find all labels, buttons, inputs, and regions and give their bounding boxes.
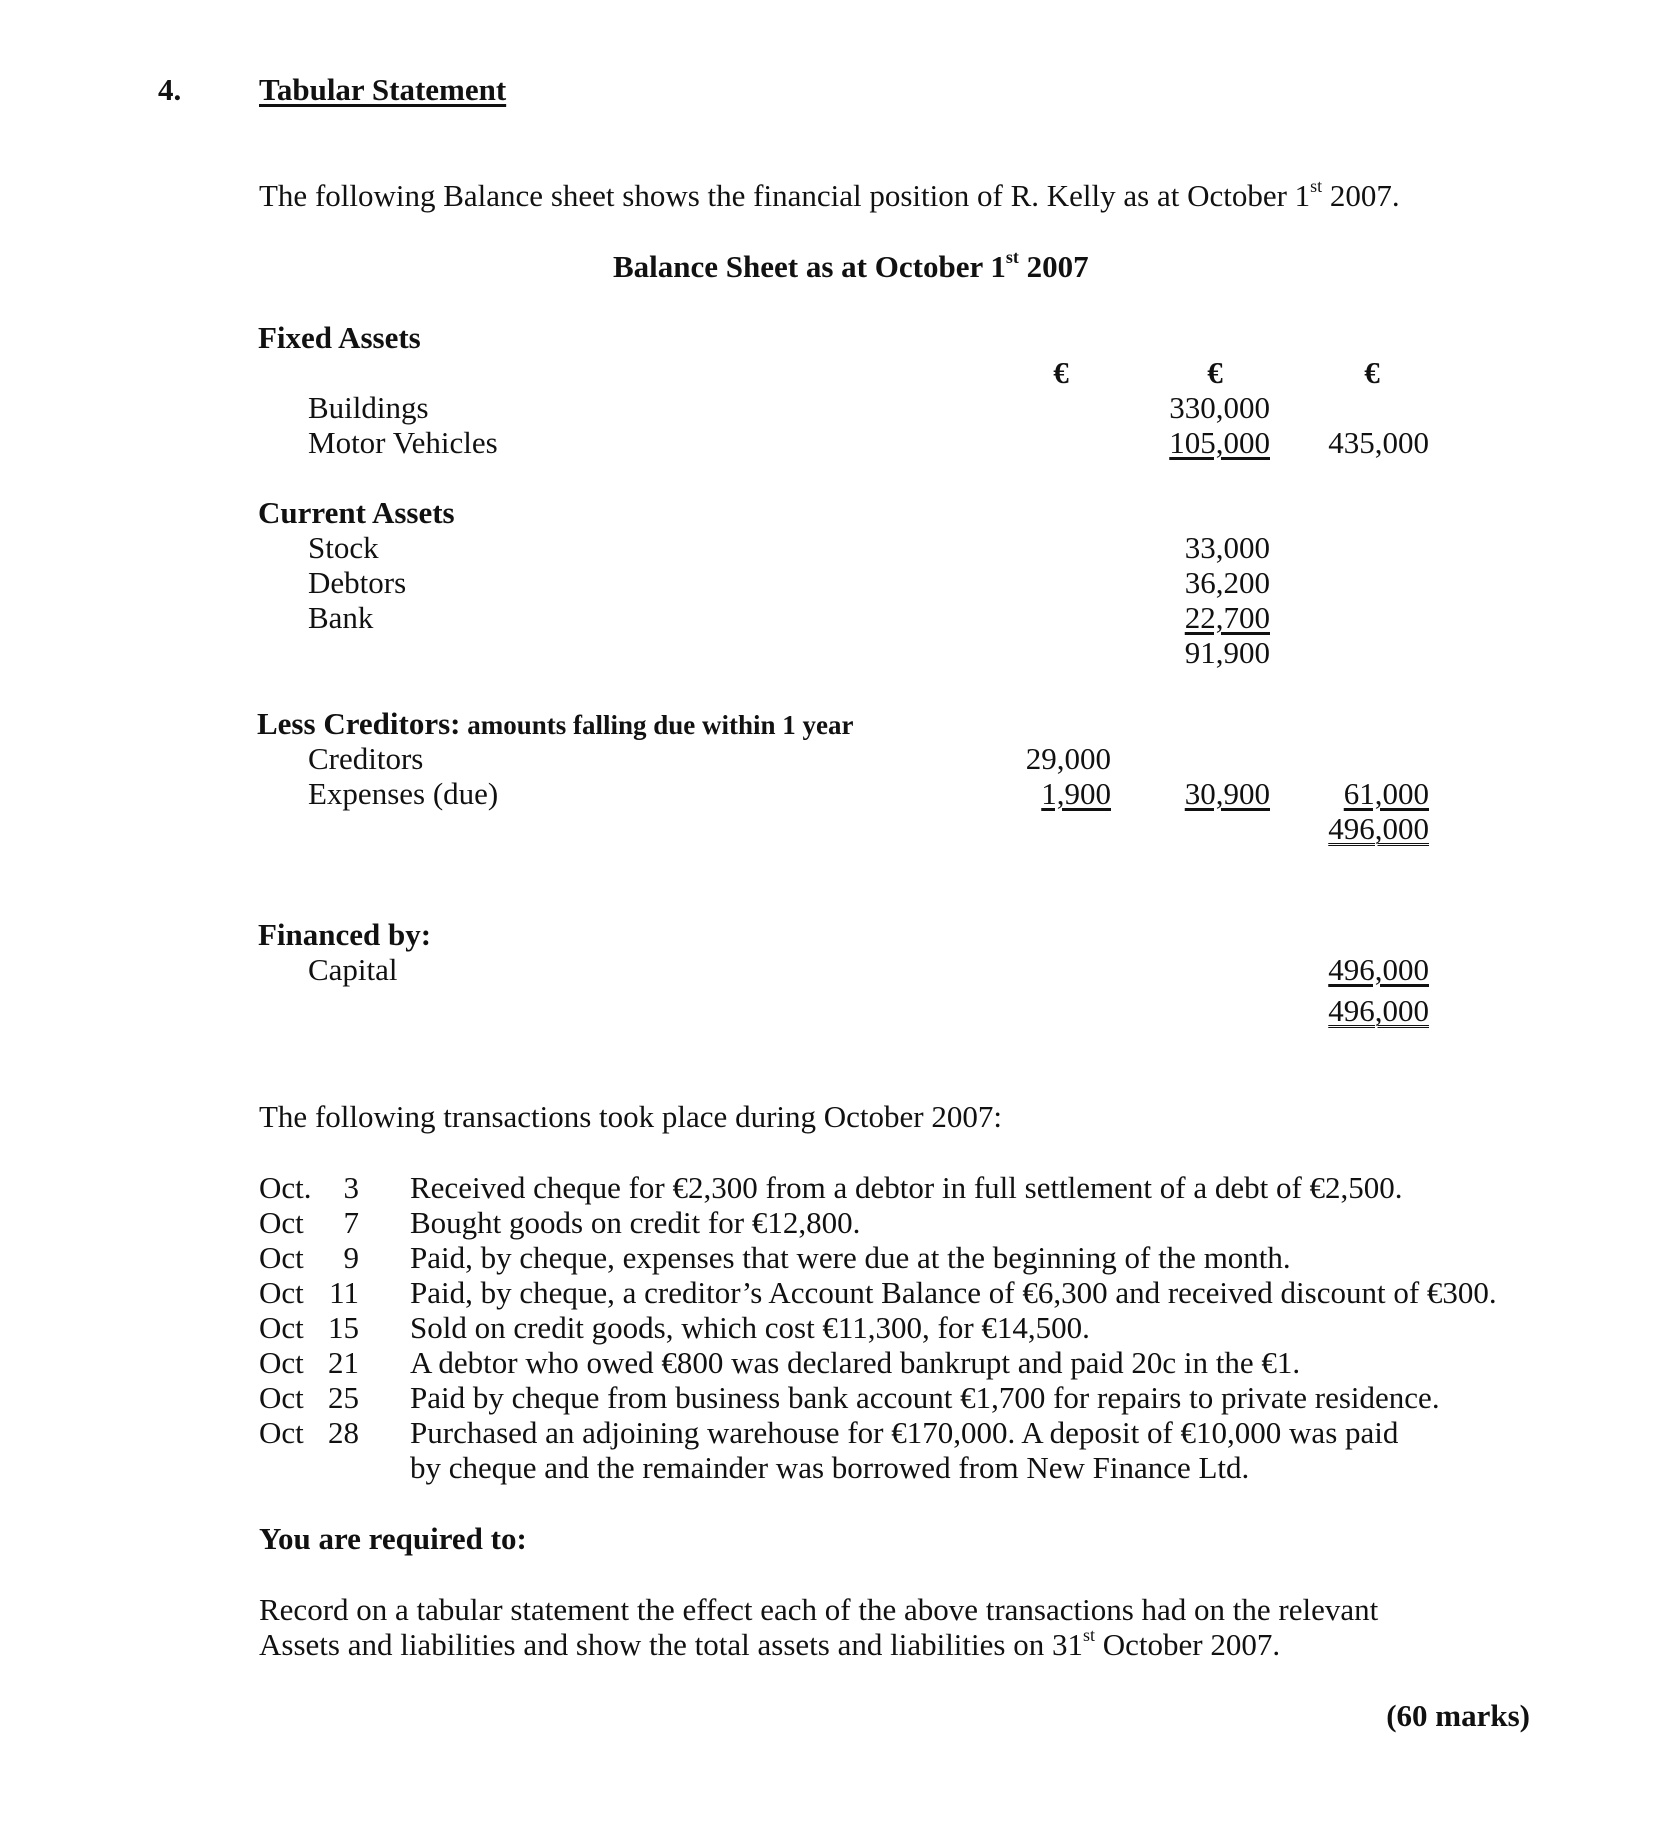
current-asset-label: Bank xyxy=(308,600,374,635)
fixed-asset-label: Motor Vehicles xyxy=(308,425,498,460)
transaction-month: Oct xyxy=(259,1380,304,1415)
transaction-month: Oct xyxy=(259,1310,304,1345)
question-title: Tabular Statement xyxy=(259,72,507,107)
creditors-heading: Less Creditors: amounts falling due within 1 year xyxy=(257,706,854,741)
transaction-month: Oct xyxy=(259,1205,304,1240)
current-asset-value: 33,000 xyxy=(1184,530,1270,565)
requirement-line: Record on a tabular statement the effect each of the above transactions had on the relevant xyxy=(259,1592,1379,1627)
requirement-heading: You are required to: xyxy=(259,1521,527,1556)
creditor-label: Expenses (due) xyxy=(308,776,499,811)
transaction-text: Paid, by cheque, expenses that were due at the beginning of the month. xyxy=(410,1240,1291,1275)
transaction-day: 9 xyxy=(343,1240,359,1275)
fixed-asset-label: Buildings xyxy=(308,390,429,425)
financed-by-heading: Financed by: xyxy=(258,917,432,952)
currency-header-col1: € xyxy=(1053,355,1069,390)
current-asset-value: 22,700 xyxy=(1184,600,1270,635)
transaction-text: Sold on credit goods, which cost €11,300, for €14,500. xyxy=(410,1310,1090,1345)
creditors-total: 30,900 xyxy=(1184,776,1270,811)
transaction-text: A debtor who owed €800 was declared bankrupt and paid 20c in the €1. xyxy=(410,1345,1301,1380)
transaction-day: 21 xyxy=(328,1345,359,1380)
intro-text: The following Balance sheet shows the financial position of R. Kelly as at October 1st 2007. xyxy=(259,175,1400,213)
creditor-value: 29,000 xyxy=(1025,741,1111,776)
transactions-intro: The following transactions took place during October 2007: xyxy=(259,1099,1002,1134)
current-asset-value: 36,200 xyxy=(1184,565,1270,600)
financed-by-total: 496,000 xyxy=(1328,993,1429,1028)
transaction-day: 28 xyxy=(328,1415,359,1450)
creditor-value: 1,900 xyxy=(1041,776,1111,811)
transaction-day: 7 xyxy=(343,1205,359,1240)
transaction-text: Paid, by cheque, a creditor’s Account Balance of €6,300 and received discount of €300. xyxy=(410,1275,1497,1310)
transaction-text: Bought goods on credit for €12,800. xyxy=(410,1205,861,1240)
transaction-day: 3 xyxy=(343,1170,359,1205)
net-assets-total: 496,000 xyxy=(1328,811,1429,846)
fixed-asset-value: 105,000 xyxy=(1169,425,1270,460)
transaction-text-continuation: by cheque and the remainder was borrowed from New Finance Ltd. xyxy=(410,1450,1250,1485)
transaction-text: Paid by cheque from business bank account €1,700 for repairs to private residence. xyxy=(410,1380,1440,1415)
capital-value: 496,000 xyxy=(1328,952,1429,987)
creditor-label: Creditors xyxy=(308,741,424,776)
transaction-month: Oct. xyxy=(259,1170,312,1205)
fixed-assets-total: 435,000 xyxy=(1328,425,1429,460)
current-assets-heading: Current Assets xyxy=(258,495,455,530)
question-number: 4. xyxy=(158,72,182,107)
capital-label: Capital xyxy=(308,952,398,987)
transaction-month: Oct xyxy=(259,1415,304,1450)
current-asset-label: Debtors xyxy=(308,565,407,600)
transaction-day: 25 xyxy=(328,1380,359,1415)
marks: (60 marks) xyxy=(1386,1698,1530,1733)
balance-sheet-heading: Balance Sheet as at October 1st 2007 xyxy=(613,246,1089,284)
requirement-line: Assets and liabilities and show the total assets and liabilities on 31st October 2007. xyxy=(259,1624,1281,1662)
fixed-asset-value: 330,000 xyxy=(1169,390,1270,425)
current-asset-label: Stock xyxy=(308,530,379,565)
transaction-month: Oct xyxy=(259,1275,304,1310)
transaction-text: Purchased an adjoining warehouse for €170,000. A deposit of €10,000 was paid xyxy=(410,1415,1399,1450)
transaction-month: Oct xyxy=(259,1345,304,1380)
currency-header-col3: € xyxy=(1364,355,1380,390)
working-capital: 61,000 xyxy=(1343,776,1429,811)
transaction-day: 11 xyxy=(329,1275,359,1310)
transaction-month: Oct xyxy=(259,1240,304,1275)
current-assets-total: 91,900 xyxy=(1184,635,1270,670)
currency-header-col2: € xyxy=(1207,355,1223,390)
transaction-text: Received cheque for €2,300 from a debtor in full settlement of a debt of €2,500. xyxy=(410,1170,1403,1205)
transaction-day: 15 xyxy=(328,1310,359,1345)
fixed-assets-heading: Fixed Assets xyxy=(258,320,421,355)
